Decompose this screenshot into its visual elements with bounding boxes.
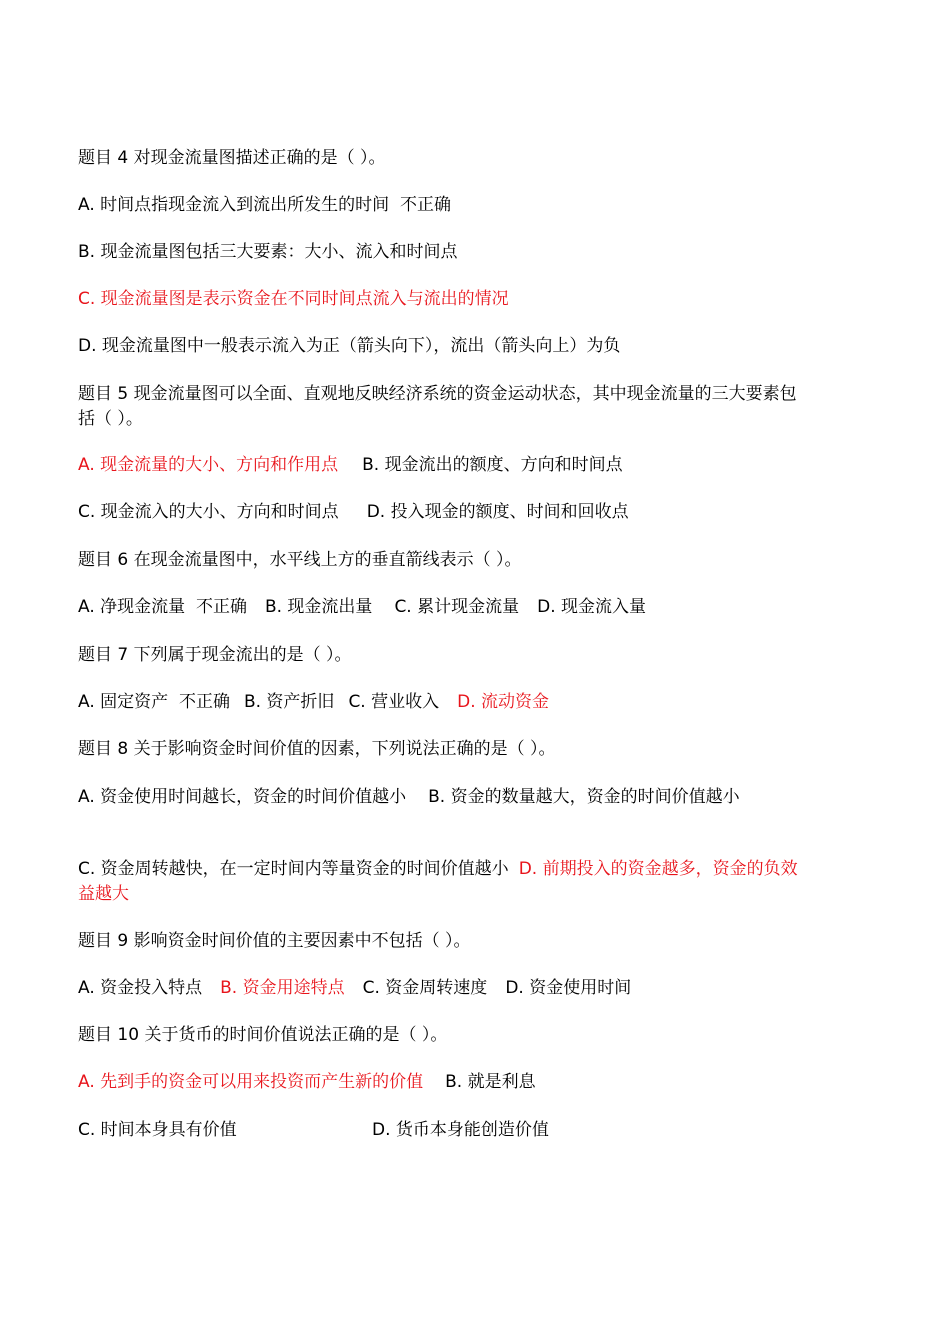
question-10-option-c: C. 时间本身具有价值	[78, 1120, 237, 1140]
question-7-option-a: A. 固定资产	[78, 692, 169, 712]
question-4-option-b: B. 现金流量图包括三大要素：大小、流入和时间点	[78, 242, 458, 262]
question-9-options	[78, 976, 813, 1001]
question-8-option-c: C. 资金周转越快，在一定时间内等量资金的时间价值越小	[78, 859, 509, 879]
question-7-options	[78, 690, 813, 715]
question-6-option-b: B. 现金流出量	[264, 597, 373, 617]
question-5-options-ab	[78, 453, 813, 478]
question-9-title: 题目 9 影响资金时间价值的主要因素中不包括（ ）。	[78, 931, 471, 951]
question-4-title: 题目 4 对现金流量图描述正确的是（ ）。	[78, 148, 386, 168]
incorrect-mark: 不正确	[399, 195, 451, 215]
question-9-option-d: D. 资金使用时间	[505, 978, 632, 998]
question-10-options-cd	[78, 1118, 813, 1143]
question-7-option-b: B. 资产折旧	[243, 692, 335, 712]
question-5-option-a-answer: A. 现金流量的大小、方向和作用点	[78, 455, 339, 475]
option-text: A. 时间点指现金流入到流出所发生的时间	[78, 195, 390, 215]
question-7-title: 题目 7 下列属于现金流出的是（ ）。	[78, 645, 352, 665]
question-9-option-b-answer: B. 资金用途特点	[220, 978, 345, 998]
question-8-option-b: B. 资金的数量越大，资金的时间价值越小	[428, 787, 740, 807]
question-9-option-c: C. 资金周转速度	[362, 978, 488, 998]
question-10-options-ab	[78, 1070, 813, 1095]
question-6-options	[78, 595, 813, 620]
question-10-option-d: D. 货币本身能创造价值	[372, 1120, 549, 1140]
question-7-option-d-answer: D. 流动资金	[457, 692, 550, 712]
question-8-option-d-answer: D. 前期投入的资金越多，资金的负效益越大	[78, 859, 798, 904]
question-7-option-c: C. 营业收入	[348, 692, 440, 712]
question-4-option-a	[78, 193, 813, 218]
question-8-options-cd	[78, 857, 813, 907]
question-10-option-b: B. 就是利息	[445, 1072, 536, 1092]
question-4-option-d: D. 现金流量图中一般表示流入为正（箭头向下），流出（箭头向上）为负	[78, 336, 621, 356]
question-8-option-a: A. 资金使用时间越长，资金的时间价值越小	[78, 787, 407, 807]
question-6-title: 题目 6 在现金流量图中，水平线上方的垂直箭线表示（ ）。	[78, 550, 522, 570]
question-5-option-d: D. 投入现金的额度、时间和回收点	[366, 502, 629, 522]
question-5-title: 题目 5 现金流量图可以全面、直观地反映经济系统的资金运动状态，其中现金流量的三大要素包括（ ）。	[78, 384, 797, 429]
incorrect-mark: 不正确	[178, 692, 230, 712]
question-8-title: 题目 8 关于影响资金时间价值的因素，下列说法正确的是（ ）。	[78, 739, 556, 759]
question-6-option-d: D. 现金流入量	[537, 597, 647, 617]
question-8-options-ab	[78, 785, 813, 810]
question-10-option-a-answer: A. 先到手的资金可以用来投资而产生新的价值	[78, 1072, 424, 1092]
incorrect-mark: 不正确	[195, 597, 247, 617]
question-6-option-a: A. 净现金流量	[78, 597, 186, 617]
question-10-title: 题目 10 关于货币的时间价值说法正确的是（ ）。	[78, 1025, 448, 1045]
question-5-option-b: B. 现金流出的额度、方向和时间点	[362, 455, 623, 475]
question-6-option-c: C. 累计现金流量	[394, 597, 520, 617]
question-9-option-a: A. 资金投入特点	[78, 978, 203, 998]
question-5-options-cd	[78, 500, 813, 525]
question-5-option-c: C. 现金流入的大小、方向和时间点	[78, 502, 339, 522]
question-4-option-c-answer: C. 现金流量图是表示资金在不同时间点流入与流出的情况	[78, 289, 509, 309]
